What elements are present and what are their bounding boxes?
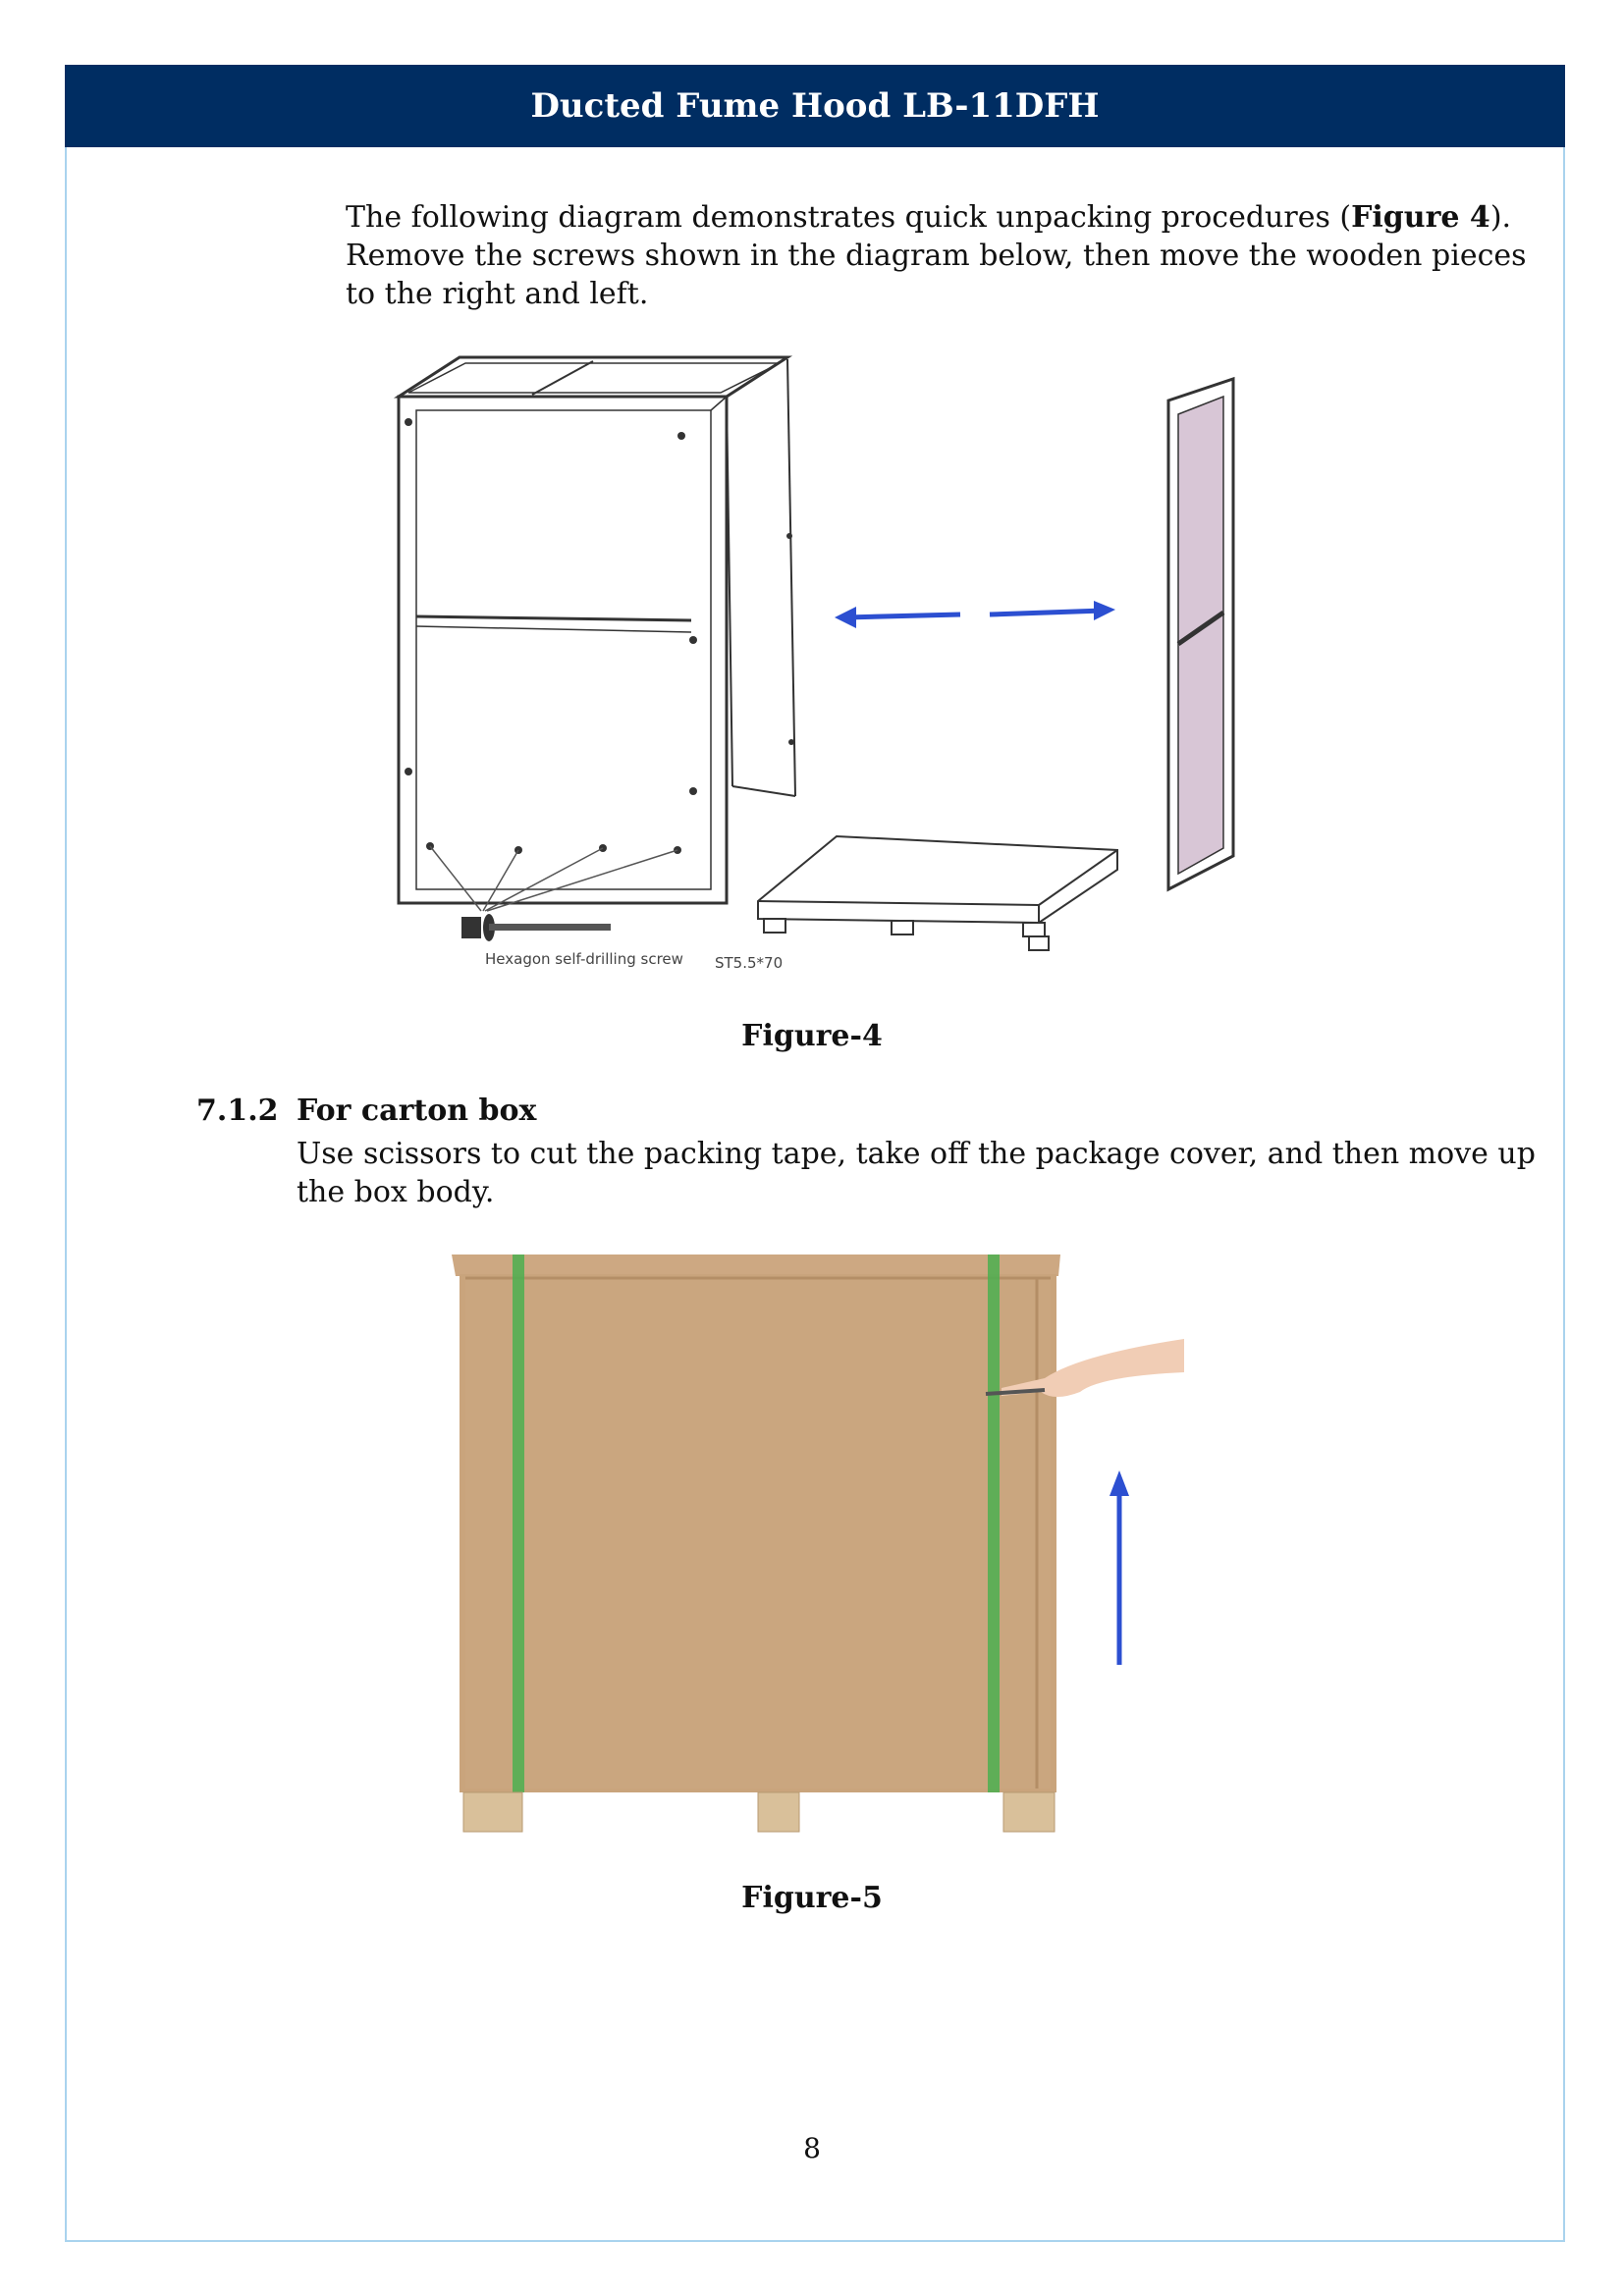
section-line-2: the box body.: [297, 1175, 495, 1209]
figure-4-caption: Figure-4: [741, 1019, 883, 1053]
hexagon-screw-icon: [461, 914, 611, 941]
intro-line-3: to the right and left.: [346, 277, 649, 311]
screw-type-label: Hexagon self-drilling screw: [485, 950, 683, 968]
crate-front-panel: [399, 397, 727, 903]
crate-side-panel: [727, 359, 795, 796]
section-paragraph: [297, 1135, 1536, 1211]
section-line-1: Use scissors to cut the packing tape, take off the package cover, and then move up: [297, 1137, 1536, 1171]
crate-screws: [405, 418, 794, 854]
figure-5-photo: [452, 1249, 1198, 1838]
page-number: 8: [803, 2132, 821, 2164]
crate-top-frame: [399, 357, 787, 397]
screw-leader-lines: [430, 846, 677, 911]
up-arrow: [1110, 1470, 1129, 1665]
figure-5-caption: Figure-5: [741, 1881, 883, 1915]
wooden-pallet: [758, 836, 1117, 950]
side-wooden-panel: [1168, 379, 1233, 889]
intro-line-2: Remove the screws shown in the diagram below, then move the wooden pieces: [346, 239, 1527, 273]
screw-spec-label: ST5.5*70: [715, 954, 784, 972]
left-right-arrows: [835, 601, 1115, 628]
intro-line-1: The following diagram demonstrates quick unpacking procedures (Figure 4).: [346, 200, 1512, 235]
carton-box: [452, 1255, 1060, 1792]
section-title: For carton box: [297, 1094, 537, 1128]
intro-paragraph: [346, 198, 1527, 313]
header-title: Ducted Fume Hood LB-11DFH: [530, 86, 1100, 126]
figure-4-reference: Figure 4: [1351, 200, 1490, 235]
page-header: [65, 65, 1565, 147]
figure-4-diagram: [387, 349, 1251, 978]
section-number: 7.1.2: [196, 1094, 279, 1128]
box-base-feet: [463, 1792, 1055, 1832]
